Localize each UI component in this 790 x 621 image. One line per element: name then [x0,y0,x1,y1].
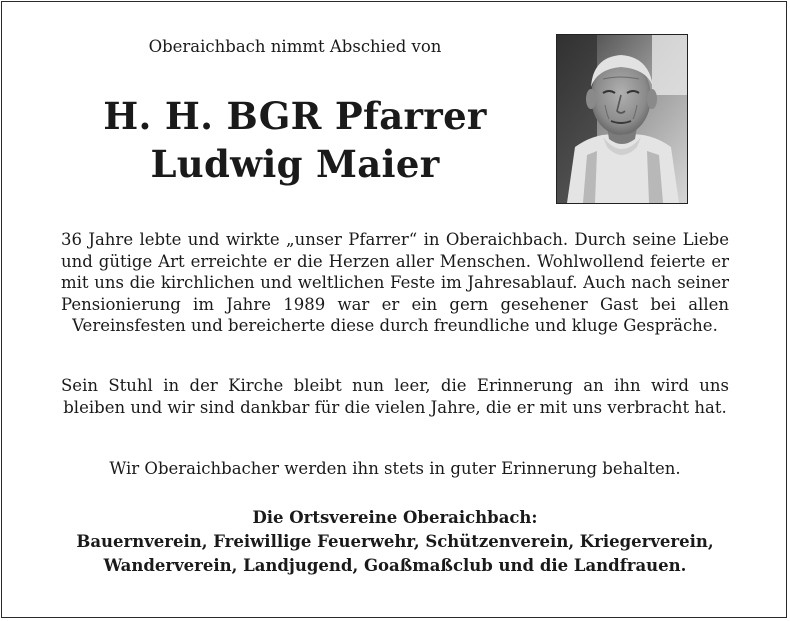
intro-line: Oberaichbach nimmt Abschied von [148,37,442,56]
signoff-block [40,506,750,578]
signoff-heading: Die Ortsvereine Oberaichbach: [252,508,538,527]
portrait-photo [556,34,688,204]
portrait-icon [557,35,687,203]
signoff-clubs-line-2: Wanderverein, Landjugend, Goaßmaßclub und die Landfrauen. [103,556,687,575]
name-line-title: H. H. BGR Pfarrer [103,94,487,138]
paragraph-remembrance: Wir Oberaichbacher werden ihn stets in guter Erinnerung behalten. [109,459,681,478]
name-line-name: Ludwig Maier [150,142,440,186]
deceased-name [40,92,550,188]
paragraph-memory: Sein Stuhl in der Kirche bleibt nun leer, die Erinnerung an ihn wird uns bleiben und wir sind dankbar für die vielen Jahre, die er mit uns verbracht hat. [61,376,729,417]
paragraph-life: 36 Jahre lebte und wirkte „unser Pfarrer“ in Oberaichbach. Durch seine Liebe und gütige Art erreichte er die Herzen aller Menschen. Wohlwollend feierte er mit uns die kirchlichen und weltlichen Feste im Jahresablauf. Auch nach seiner Pensionierung im Jahre 1989 war er ein gern gesehener Gast bei allen Vereinsfesten und bereicherte diese durch freundliche und kluge Gespräche. [61,230,729,336]
signoff-clubs-line-1: Bauernverein, Freiwillige Feuerwehr, Schützenverein, Kriegerverein, [76,532,714,551]
